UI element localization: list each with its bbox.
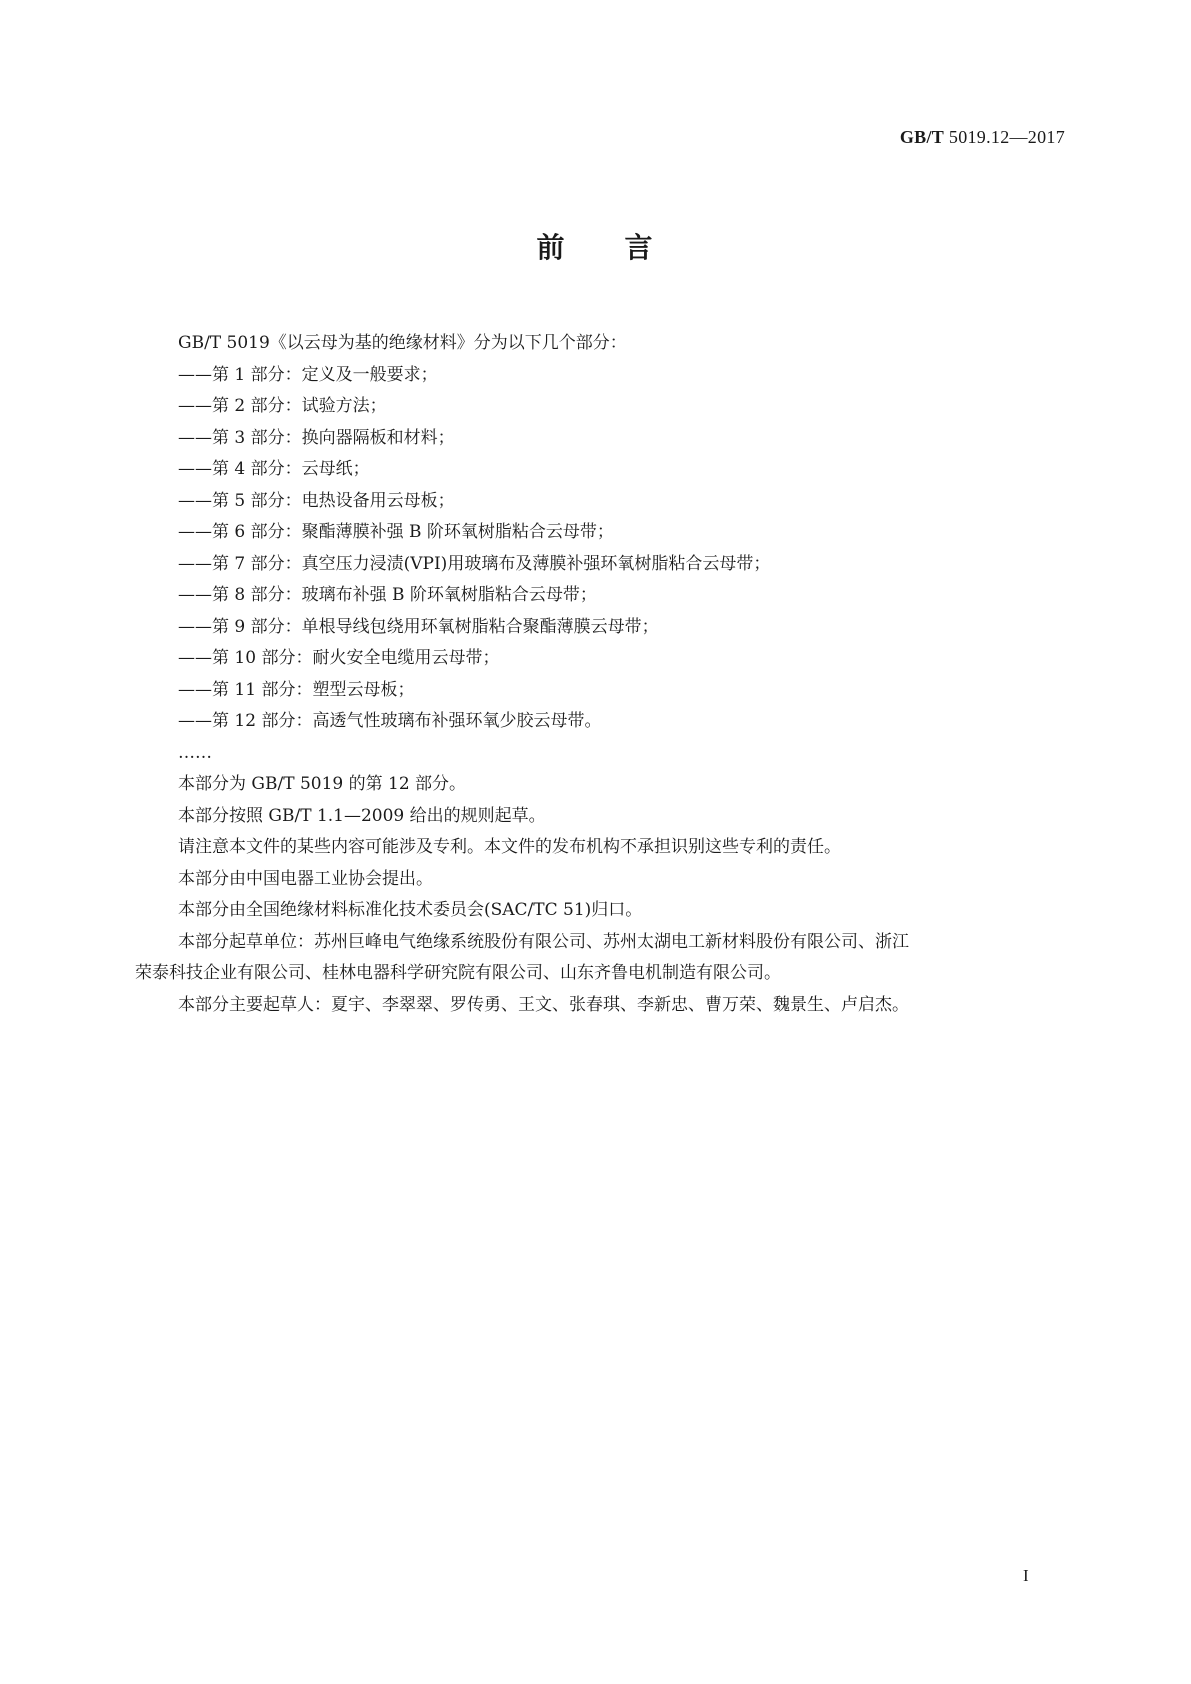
page-number: I [1023, 1566, 1029, 1585]
part-item: ——第 7 部分：真空压力浸渍(VPI)用玻璃布及薄膜补强环氧树脂粘合云母带； [178, 553, 771, 574]
drafting-units-line-2: 荣泰科技企业有限公司、桂林电器科学研究院有限公司、山东齐鲁电机制造有限公司。 [135, 963, 781, 983]
standard-prefix: GB/T [899, 127, 945, 147]
ellipsis: …… [178, 742, 212, 763]
paragraph: 本部分由中国电器工业协会提出。 [178, 868, 433, 889]
paragraph: 请注意本文件的某些内容可能涉及专利。本文件的发布机构不承担识别这些专利的责任。 [178, 837, 841, 857]
part-item: ——第 6 部分：聚酯薄膜补强 B 阶环氧树脂粘合云母带； [178, 522, 614, 542]
part-item: ——第 1 部分：定义及一般要求； [178, 364, 438, 385]
part-item: ——第 3 部分：换向器隔板和材料； [178, 427, 455, 448]
part-item: ——第 10 部分：耐火安全电缆用云母带； [178, 648, 500, 668]
standard-code: 5019.12—2017 [944, 127, 1065, 147]
title-char-2: 言 [624, 231, 655, 264]
intro-line: GB/T 5019《以云母为基的绝缘材料》分为以下几个部分： [178, 333, 627, 353]
part-item: ——第 8 部分：玻璃布补强 B 阶环氧树脂粘合云母带； [178, 585, 597, 605]
part-item: ——第 4 部分：云母纸； [178, 459, 370, 479]
drafters: 本部分主要起草人：夏宇、李翠翠、罗传勇、王文、张春琪、李新忠、曹万荣、魏景生、卢启杰。 [178, 994, 909, 1015]
standard-number [900, 127, 1065, 148]
part-item: ——第 12 部分：高透气性玻璃布补强环氧少胶云母带。 [178, 711, 602, 731]
drafting-units-line-1: 本部分起草单位：苏州巨峰电气绝缘系统股份有限公司、苏州太湖电工新材料股份有限公司、浙江 [178, 931, 909, 952]
title-char-1: 前 [536, 231, 567, 264]
part-item: ——第 11 部分：塑型云母板； [178, 679, 415, 700]
part-item: ——第 5 部分：电热设备用云母板； [178, 490, 455, 511]
foreword-body [135, 328, 1040, 1021]
paragraph: 本部分由全国绝缘材料标准化技术委员会(SAC/TC 51)归口。 [178, 900, 643, 920]
part-item: ——第 2 部分：试验方法； [178, 396, 387, 416]
page-title [0, 226, 1191, 266]
paragraph: 本部分为 GB/T 5019 的第 12 部分。 [178, 774, 467, 794]
part-item: ——第 9 部分：单根导线包绕用环氧树脂粘合聚酯薄膜云母带； [178, 616, 659, 637]
paragraph: 本部分按照 GB/T 1.1—2009 给出的规则起草。 [178, 805, 546, 826]
